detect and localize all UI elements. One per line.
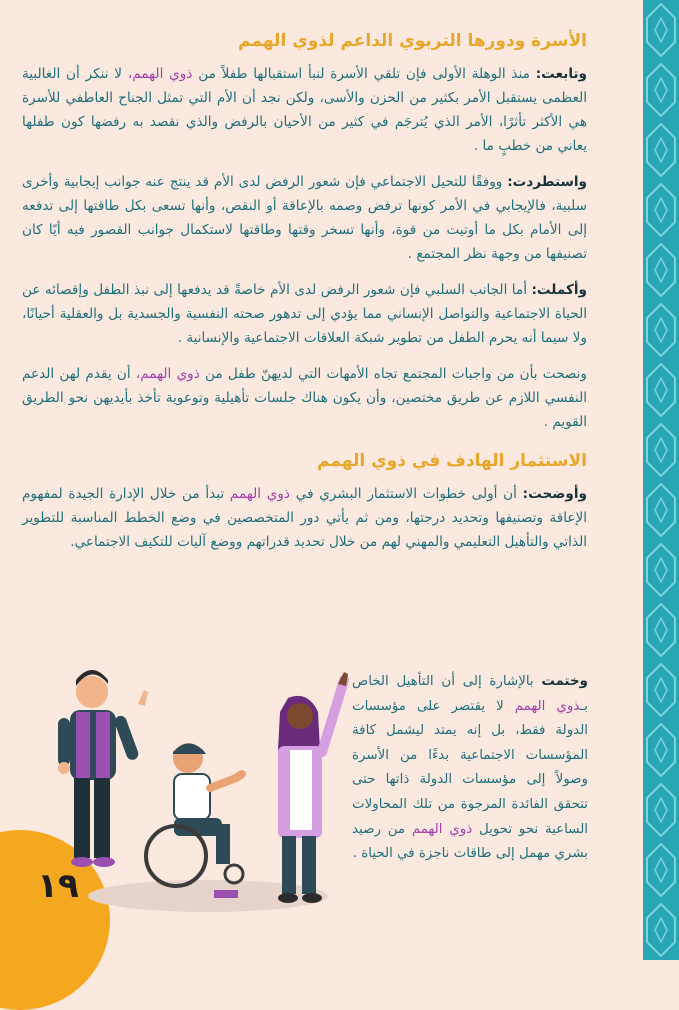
highlight-term: ذوي الهمم،: [127, 66, 193, 82]
inclusion-illustration: [38, 660, 356, 930]
article-content: [22, 30, 587, 566]
closing-paragraph-block: [352, 670, 588, 879]
section-title-family-role: الأسرة ودورها التربوي الداعم لذوي الهمم: [238, 31, 587, 51]
paragraph-lead: وأكملت:: [531, 282, 587, 298]
wheelchair-boy-figure: [146, 743, 243, 898]
paragraph-concluded: وختمت بالإشارة إلى أن التأهيل الخاص بـذوي الهمم لا يقتصر على مؤسسات الدولة فقط، بل إنه يمتد ليشمل كافة المؤسسات الاجتماعية بدءًا من الأسرة وصولاً إلى مؤسسات الدولة ذاتها حتى تتحقق الفائدة المرجوة من تلك المحاولات الساعية نحو تحويل ذوي الهمم من رصيد بشري مهمل إلى طاقات ناجزة في الحياة .: [352, 674, 588, 862]
highlight-term: ذوي الهمم: [514, 698, 581, 714]
paragraph-completed: وأكملت: أما الجانب السلبي فإن شعور الرفض لدى الأم خاصةً قد يدفعها إلى نبذ الطفل وإقصائه عن الحياة الاجتماعية والتواصل الإنساني مما يؤدي إلى تدهور صحته النفسية والجسدية بل والعقلية أحيانًا، ولا سيما أنه يحرم الطفل من تطوير شبكة العلاقات الاجتماعية والإنسانية .: [22, 282, 587, 346]
standing-man-figure: [58, 670, 148, 867]
standing-woman-figure: [278, 672, 348, 903]
paragraph-lead: وختمت: [541, 674, 588, 689]
page-number: ١٩: [37, 866, 79, 906]
paragraph-continued: واستطردت: ووفقًا للتحيل الاجتماعي فإن شعور الرفض لدى الأم قد ينتج عنه جوانب إيجابية وأخرى سلبية، فالإيجابي في الأمر كونها ترفض وصمه بالإعاقة أو النقص، وأنها تسعى بكل طاقتها إلى تدفعه إلى الأمام بكل ما أوتيت من قوة، وأنها تسخر وقتها وطاقتها لاستكمال جوانب القصور فيه أيًا كان تصنيفها من وجهة نظر المجتمع .: [22, 174, 587, 262]
highlight-term: ذوي الهمم: [229, 486, 290, 502]
section-title-investment: الاستثمار الهادف في ذوي الهمم: [317, 451, 587, 471]
paragraph-lead: وتابعت:: [535, 66, 587, 82]
paragraph-followed: وتابعت: منذ الوهلة الأولى فإن تلقي الأسرة لنبأ استقبالها طفلاً من ذوي الهمم، لا ننكر أن الغالبية العظمى يستقبل الأمر بكثير من الحزن والأسى، ولكن نجد أن الأم التي تمثل الجناح العاطفي للأسرة هي الأكثر تأثرًا، الأمر الذي يُترجَم في كثير من الأحيان بالرفض والذي نقصد به رفضها كون طفلها يعاني من خطبٍ ما .: [22, 66, 587, 154]
highlight-term: ذوي الهمم،: [135, 366, 200, 382]
paragraph-advised: ونصحت بأن من واجبات المجتمع تجاه الأمهات التي لديهنّ طفل من ذوي الهمم، أن يقدم لهن الدعم النفسي اللازم عن طريق مختصين، وأن يكون هناك جلسات تأهيلية وتوعوية تأخذ بأيديهن نحو الطريق القويم .: [22, 366, 587, 430]
paragraph-lead: وأوضحت:: [522, 486, 587, 502]
highlight-term: ذوي الهمم: [411, 821, 473, 837]
paragraph-clarified: وأوضحت: أن أولى خطوات الاستثمار البشري في ذوي الهمم تبدأ من خلال الإدارة الجيدة لمفهوم الإعاقة وتصنيفها وتحديد درجتها، ومن ثم يأتي دور المتخصصين في وضع الخطط المناسبة للتطوير الذاتي والتأهيل التعليمي والمهني لهم من خلال تحديد قدراتهم ووضع آليات للتكيف الاجتماعي.: [22, 486, 587, 550]
decorative-border: [643, 0, 679, 960]
paragraph-lead: واستطردت:: [507, 174, 587, 190]
